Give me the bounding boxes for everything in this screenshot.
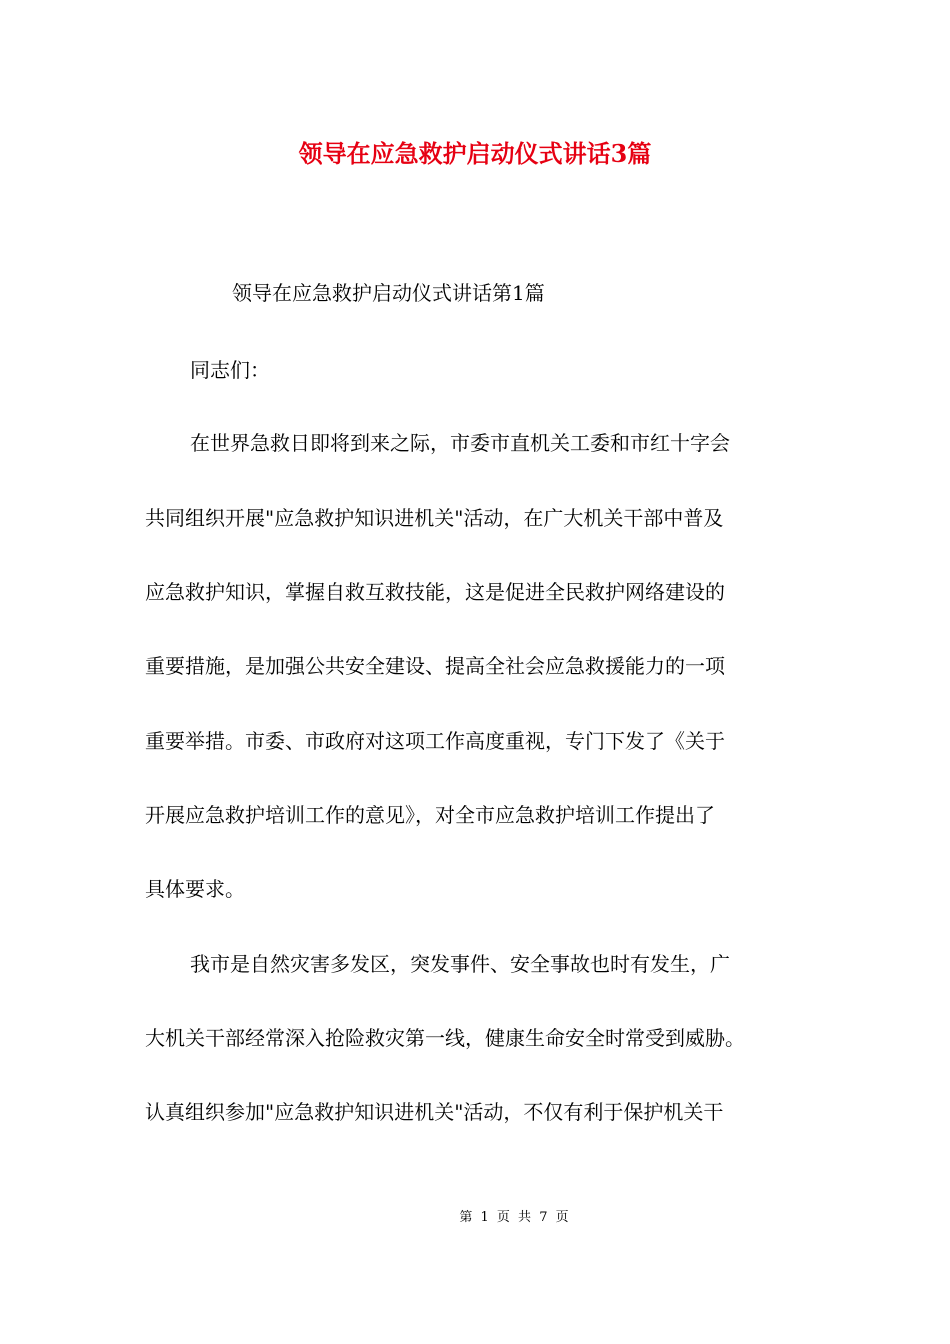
- document-title: 领导在应急救护启动仪式讲话3篇: [298, 139, 652, 168]
- paragraph-line: 具体要求。: [145, 877, 245, 901]
- salutation: 同志们：: [190, 358, 270, 382]
- paragraph-line: 认真组织参加"应急救护知识进机关"活动，不仅有利于保护机关干: [145, 1100, 724, 1124]
- paragraph-line: 重要举措。市委、市政府对这项工作高度重视，专门下发了《关于: [145, 729, 725, 753]
- paragraph-line: 大机关干部经常深入抢险救灾第一线，健康生命安全时常受到威胁。: [145, 1026, 745, 1050]
- paragraph-line: 重要措施，是加强公共安全建设、提高全社会应急救援能力的一项: [145, 654, 725, 678]
- paragraph-line: 应急救护知识，掌握自救互救技能，这是促进全民救护网络建设的: [145, 580, 725, 604]
- section-heading: 领导在应急救护启动仪式讲话第1篇: [232, 281, 545, 305]
- paragraph-line: 在世界急救日即将到来之际，市委市直机关工委和市红十字会: [190, 431, 730, 455]
- paragraph-line: 开展应急救护培训工作的意见》，对全市应急救护培训工作提出了: [145, 803, 715, 827]
- paragraph-line: 共同组织开展"应急救护知识进机关"活动，在广大机关干部中普及: [145, 506, 724, 530]
- page-footer: 第 1 页 共 7 页: [459, 1210, 571, 1225]
- paragraph-line: 我市是自然灾害多发区，突发事件、安全事故也时有发生，广: [190, 952, 730, 976]
